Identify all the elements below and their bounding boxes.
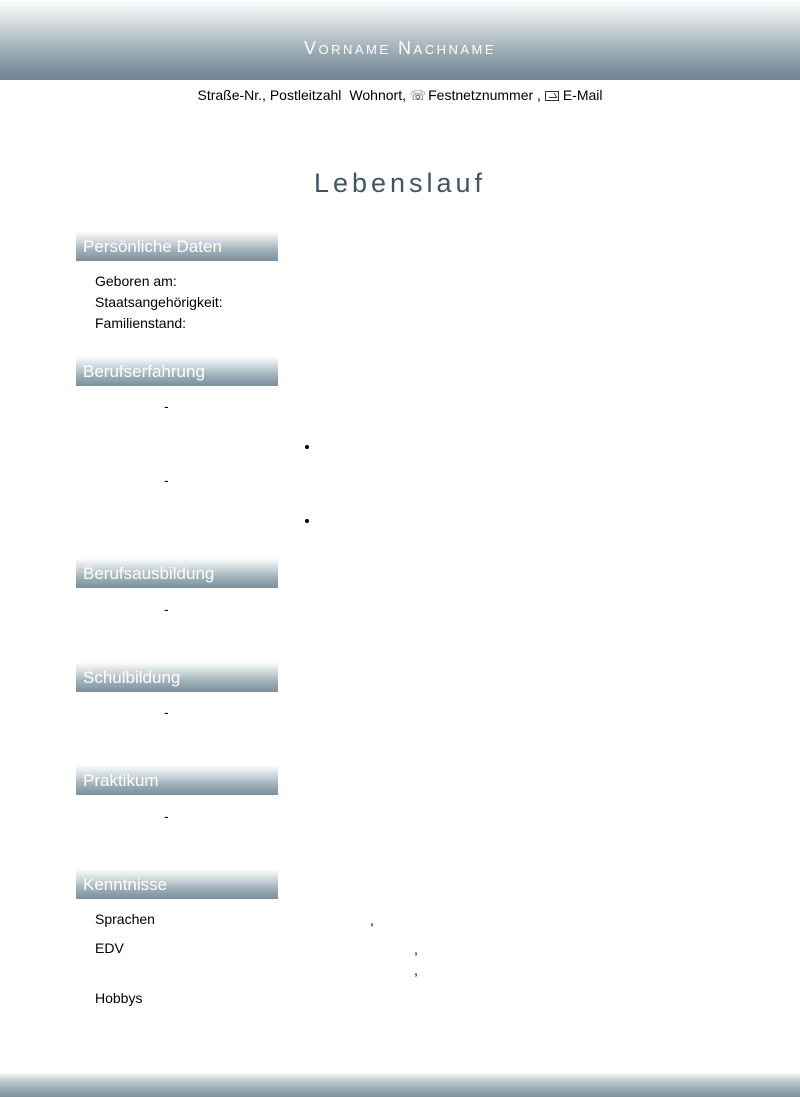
- date-separator: -: [164, 704, 169, 720]
- section-heading-label: Praktikum: [83, 771, 159, 790]
- section-heading-skills: [76, 869, 278, 899]
- field-nationality: Staatsangehörigkeit:: [95, 294, 223, 310]
- skills-languages-label: Sprachen: [95, 911, 155, 927]
- section-heading-label: Schulbildung: [83, 668, 181, 687]
- contact-line: [0, 87, 800, 104]
- skills-it-label: EDV: [95, 940, 124, 956]
- email-text: E-Mail: [562, 87, 603, 103]
- date-separator: -: [164, 808, 169, 824]
- languages-separator: ,: [370, 912, 374, 928]
- field-birth-date: Geboren am:: [95, 273, 177, 289]
- bullet-point: [305, 519, 309, 523]
- field-marital-status: Familienstand:: [95, 315, 187, 331]
- document-title: Lebenslauf: [313, 168, 487, 198]
- date-separator: -: [164, 398, 169, 414]
- section-heading-training: [76, 558, 278, 588]
- section-heading-label: Berufserfahrung: [83, 362, 205, 381]
- applicant-name: Vorname Nachname: [303, 38, 497, 58]
- bullet-point: [305, 445, 309, 449]
- section-heading-label: Persönliche Daten: [83, 237, 222, 256]
- date-separator: -: [164, 601, 169, 617]
- section-heading-experience: [76, 356, 278, 386]
- date-separator: -: [164, 472, 169, 488]
- it-separator: ,: [414, 941, 418, 957]
- phone-icon: ☏: [409, 88, 427, 103]
- section-heading-school: [76, 662, 278, 692]
- city-text: Wohnort,: [349, 87, 406, 103]
- footer-band: [0, 1072, 800, 1097]
- it-separator: ,: [414, 962, 418, 978]
- section-heading-internship: [76, 765, 278, 795]
- address-text: Straße-Nr., Postleitzahl: [197, 87, 342, 103]
- envelope-icon: [545, 91, 559, 101]
- section-heading-label: Kenntnisse: [83, 875, 168, 894]
- skills-hobbies-label: Hobbys: [95, 990, 143, 1006]
- section-heading-label: Berufsausbildung: [83, 564, 215, 583]
- phone-text: Festnetznummer ,: [428, 87, 541, 103]
- section-heading-personal: [76, 231, 278, 261]
